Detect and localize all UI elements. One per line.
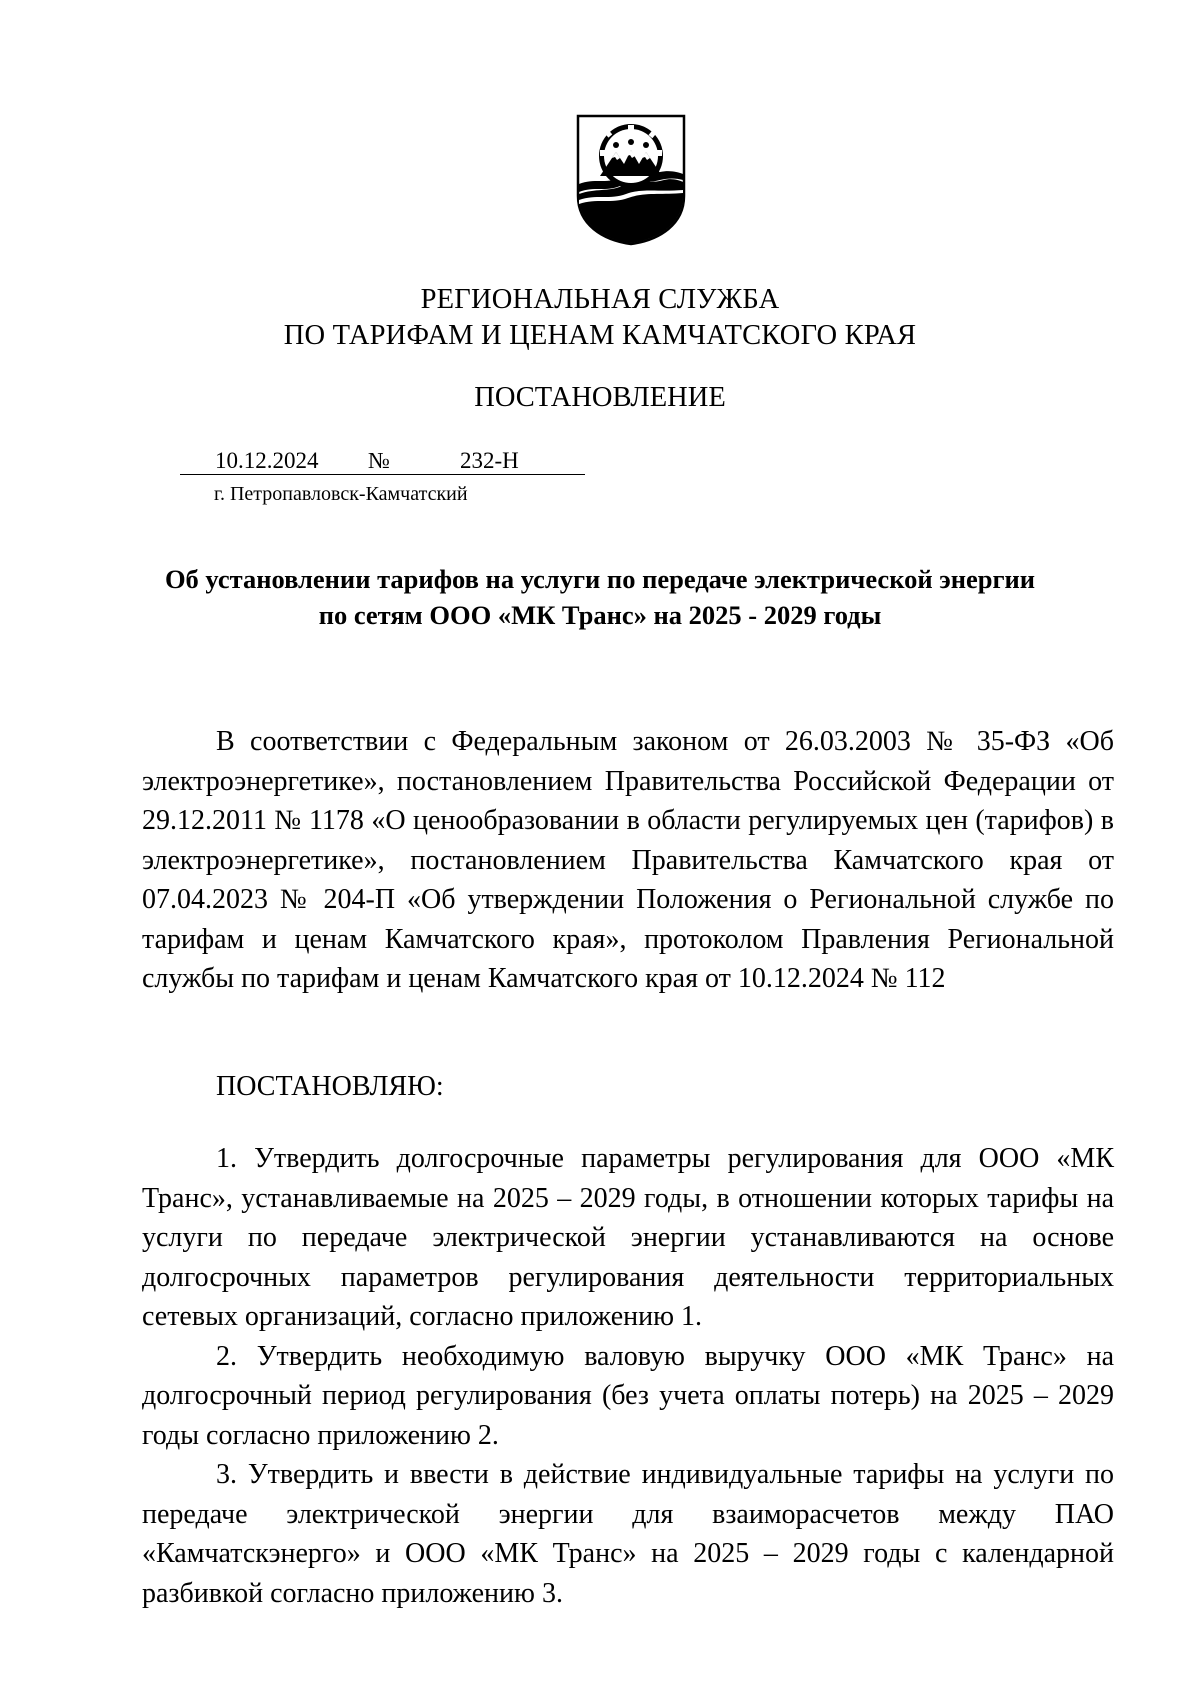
number-sign: № <box>368 448 390 473</box>
agency-name-line1: РЕГИОНАЛЬНАЯ СЛУЖБА <box>420 284 780 315</box>
preamble-paragraph: В соответствии с Федеральным законом от 26.03.2003 № 35-ФЗ «Об электроэнергетике», постановлением Правительства Российской Федерации от 29.12.2011 № 1178 «О ценообразовании в области регулируемых цен (тарифов) в электроэнергетике», постановлением Правительства Камчатского края от 07.04.2023 № 204-П «Об утверждении Положения о Региональной службе по тарифам и ценам Камчатского края», протоколом Правления Региональной службы по тарифам и ценам Камчатского края от 10.12.2024 № 112 <box>142 726 1114 994</box>
resolution-item: 1. Утвердить долгосрочные параметры регулирования для ООО «МК Транс», устанавливаемые на 2025 – 2029 годы, в отношении которых тарифы на услуги по передаче электрической энергии устанавливаются на основе долгосрочных параметров регулирования деятельности территориальных сетевых организаций, согласно приложению 1. <box>142 1143 1114 1332</box>
document-number: 232-Н <box>460 448 519 473</box>
kamchatka-coat-of-arms-icon <box>576 114 686 246</box>
resolution-item: 2. Утвердить необходимую валовую выручку ООО «МК Транс» на долгосрочный период регулирования (без учета оплаты потерь) на 2025 – 2029 годы согласно приложению 2. <box>142 1340 1114 1451</box>
document-type: ПОСТАНОВЛЕНИЕ <box>474 382 726 413</box>
resolve-section <box>142 1067 1114 1107</box>
document-city: г. Петропавловск-Камчатский <box>214 483 468 505</box>
document-date: 10.12.2024 <box>215 448 319 473</box>
document-date-number <box>180 446 585 476</box>
resolution-item: 3. Утвердить и ввести в действие индивидуальные тарифы на услуги по передаче электрической энергии для взаиморасчетов между ПАО «Камчатскэнерго» и ООО «МК Транс» на 2025 – 2029 годы с календарной разбивкой согласно приложению 3. <box>142 1459 1114 1609</box>
agency-name <box>0 282 1200 354</box>
resolution-items <box>142 1139 1114 1613</box>
document-title-line1: Об установлении тарифов на услуги по передаче электрической энергии <box>164 564 1036 594</box>
resolve-heading: ПОСТАНОВЛЯЮ: <box>216 1071 444 1102</box>
date-number-underline <box>180 474 585 475</box>
document-title <box>0 561 1200 633</box>
document-title-line2: по сетям ООО «МК Транс» на 2025 - 2029 годы <box>318 600 882 630</box>
agency-name-line2: ПО ТАРИФАМ И ЦЕНАМ КАМЧАТСКОГО КРАЯ <box>283 320 917 351</box>
preamble-section <box>142 722 1114 999</box>
